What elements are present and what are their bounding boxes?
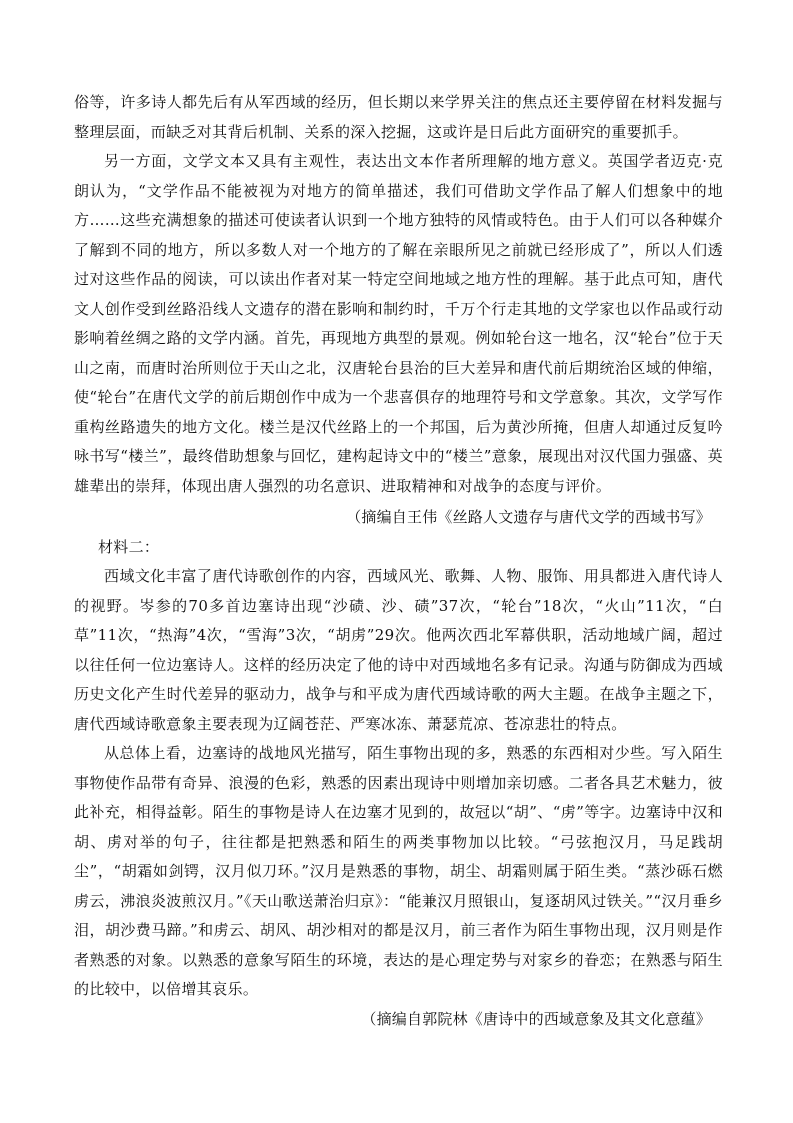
body-paragraph: 西域文化丰富了唐代诗歌创作的内容，西域风光、歌舞、人物、服饰、用具都进入唐代诗人的视野。岑参的70多首边塞诗出现“沙碛、沙、碛”37次，“轮台”18次，“火山”11次，“白草”11次，“热海”4次，“雪海”3次，“胡虏”29次。他两次西北军幕供职，活动地域广阔，超过以往任何一位边塞诗人。这样的经历决定了他的诗中对西域地名多有记录。沟通与防御成为西域历史文化产生时代差异的驱动力，战争与和平成为唐代西域诗歌的两大主题。在战争主题之下，唐代西域诗歌意象主要表现为辽阔苍茫、严寒冰冻、萧瑟荒凉、苍凉悲壮的特点。: [74, 567, 723, 733]
source-citation: （摘编自王伟《丝路人文遗存与唐代文学的西域书写》: [346, 508, 711, 526]
material-label: 材料二：: [98, 537, 160, 556]
body-paragraph: 另一方面，文学文本又具有主观性，表达出文本作者所理解的地方意义。英国学者迈克·克朗认为，“文学作品不能被视为对地方的简单描述，我们可借助文学作品了解人们想象中的地方……这些充满想象的描述可使读者认识到一个地方独特的风情或特色。由于人们可以各种媒介了解到不同的地方，所以多数人对一个地方的了解在亲眼所见之前就已经形成了”，所以人们透过对这些作品的阅读，可以读出作者对某一特定空间地域之地方性的理解。基于此点可知，唐代文人创作受到丝路沿线人文遗存的潜在影响和制约时，千万个行走其地的文学家也以作品或行动影响着丝绸之路的文学内涵。首先，再现地方典型的景观。例如轮台这一地名，汉“轮台”位于天山之南，而唐时治所则位于天山之北，汉唐轮台县治的巨大差异和唐代前后期统治区域的伸缩，使“轮台”在唐代文学的前后期创作中成为一个悲喜俱存的地理符号和文学意象。其次，文学写作重构丝路遗失的地方文化。楼兰是汉代丝路上的一个邦国，后为黄沙所掩，但唐人却通过反复吟咏书写“楼兰”，最终借助想象与回忆，建构起诗文中的“楼兰”意象，展现出对汉代国力强盛、英雄辈出的崇拜，体现出唐人强烈的功名意识、进取精神和对战争的态度与评价。: [74, 152, 723, 495]
body-paragraph: 从总体上看，边塞诗的战地风光描写，陌生事物出现的多，熟悉的东西相对少些。写入陌生事物使作品带有奇异、浪漫的色彩，熟悉的因素出现诗中则增加亲切感。二者各具艺术魅力，彼此补充，相得益彰。陌生的事物是诗人在边塞才见到的，故冠以“胡”、“虏”等字。边塞诗中汉和胡、虏对举的句子，往往都是把熟悉和陌生的两类事物加以比较。“弓弦抱汉月，马足践胡尘”，“胡霜如剑锷，汉月似刀环。”汉月是熟悉的事物，胡尘、胡霜则属于陌生类。“蒸沙砾石燃虏云，沸浪炎波煎汉月。”《天山歌送萧治归京》：“能兼汉月照银山，复逐胡风过铁关。”“汉月垂乡泪，胡沙费马蹄。”和虏云、胡风、胡沙相对的都是汉月，前三者作为陌生事物出现，汉月则是作者熟悉的对象。以熟悉的意象写陌生的环境，表达的是心理定势与对家乡的眷恋；在熟悉与陌生的比较中，以倍增其哀乐。: [74, 744, 723, 998]
source-citation: （摘编自郭院林《唐诗中的西域意象及其文化意蕴》: [361, 1009, 711, 1028]
body-paragraph: 俗等，许多诗人都先后有从军西域的经历，但长期以来学界关注的焦点还主要停留在材料发掘与整理层面，而缺乏对其背后机制、关系的深入挖掘，这或许是日后此方面研究的重要抓手。: [74, 93, 723, 141]
